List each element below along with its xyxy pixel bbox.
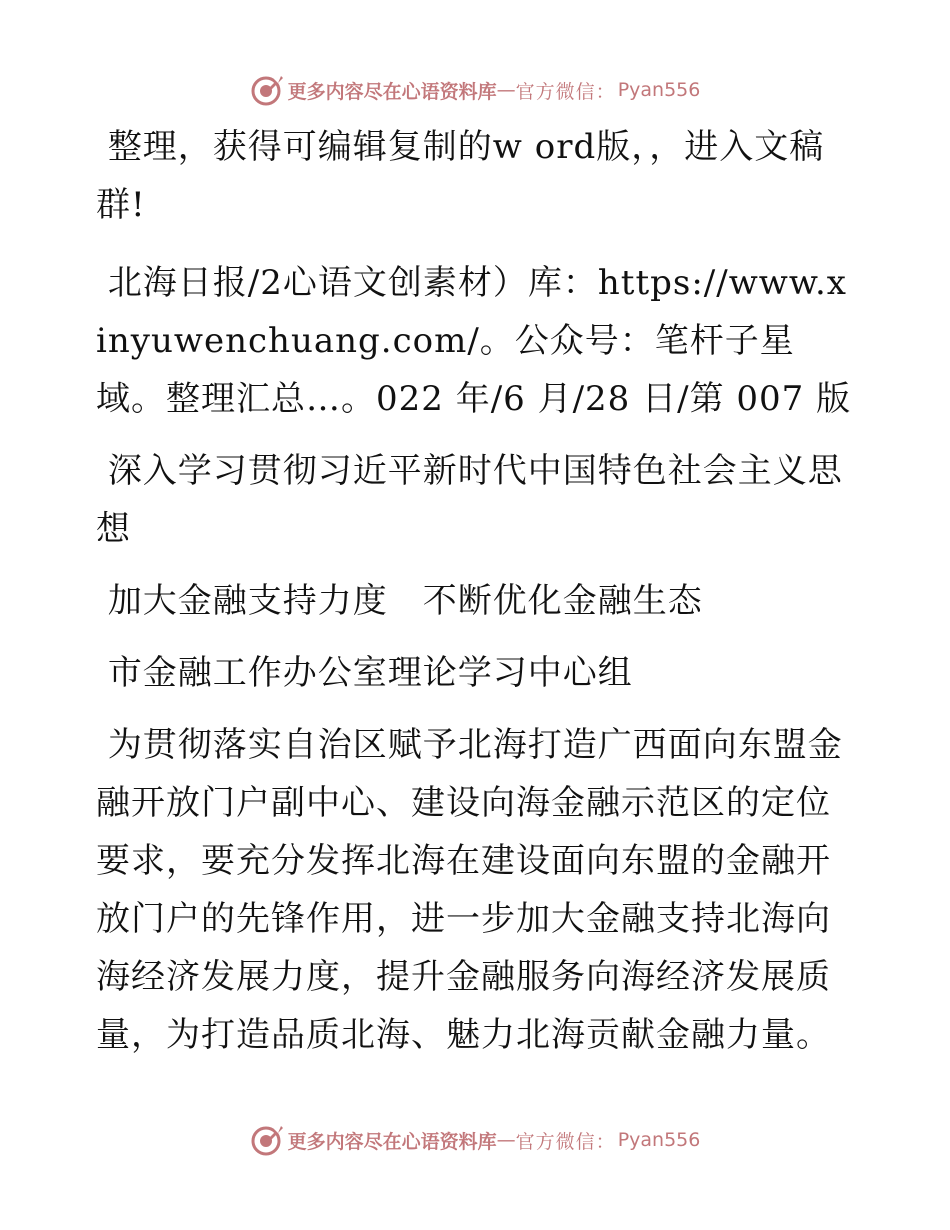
banner-main-text: 更多内容尽在心语资料库 (287, 1130, 497, 1153)
quill-logo-icon (250, 1123, 284, 1157)
footer-banner (0, 1120, 950, 1160)
banner-separator: — (496, 79, 516, 101)
paragraph-title: 加大金融支持力度 不断优化金融生态 (96, 581, 703, 621)
banner-separator: — (496, 1129, 516, 1151)
paragraph-body: 为贯彻落实自治区赋予北海打造广西面向东盟金融开放门户副中心、建设向海金融示范区的定位要求，要充分发挥北海在建设面向东盟的金融开放门户的先锋作用，进一步加大金融支持北海向海经济发展力度，提升金融服务向海经济发展质量，为打造品质北海、魅力北海贡献金融力量。 (96, 725, 843, 1055)
quill-logo-icon (250, 73, 284, 107)
banner-wechat-id: Pyan556 (617, 1129, 701, 1151)
document-body (96, 118, 856, 1078)
paragraph-intro: 整理，获得可编辑复制的w ord版，，进入文稿群! (96, 127, 825, 225)
banner-wechat-label: 官方微信： (515, 80, 616, 103)
paragraph-heading: 深入学习贯彻习近平新时代中国特色社会主义思想 (96, 451, 843, 549)
header-banner (0, 70, 950, 110)
banner-wechat-id: Pyan556 (617, 79, 701, 101)
paragraph-author: 市金融工作办公室理论学习中心组 (96, 653, 633, 693)
banner-main-text: 更多内容尽在心语资料库 (287, 80, 497, 103)
banner-wechat-label: 官方微信： (515, 1130, 616, 1153)
paragraph-source: 北海日报/2心语文创素材）库：https://www.xinyuwenchuang.com/。公众号：笔杆子星域。整理汇总…。022 年/6 月/28 日/第 007 版 (96, 263, 852, 419)
